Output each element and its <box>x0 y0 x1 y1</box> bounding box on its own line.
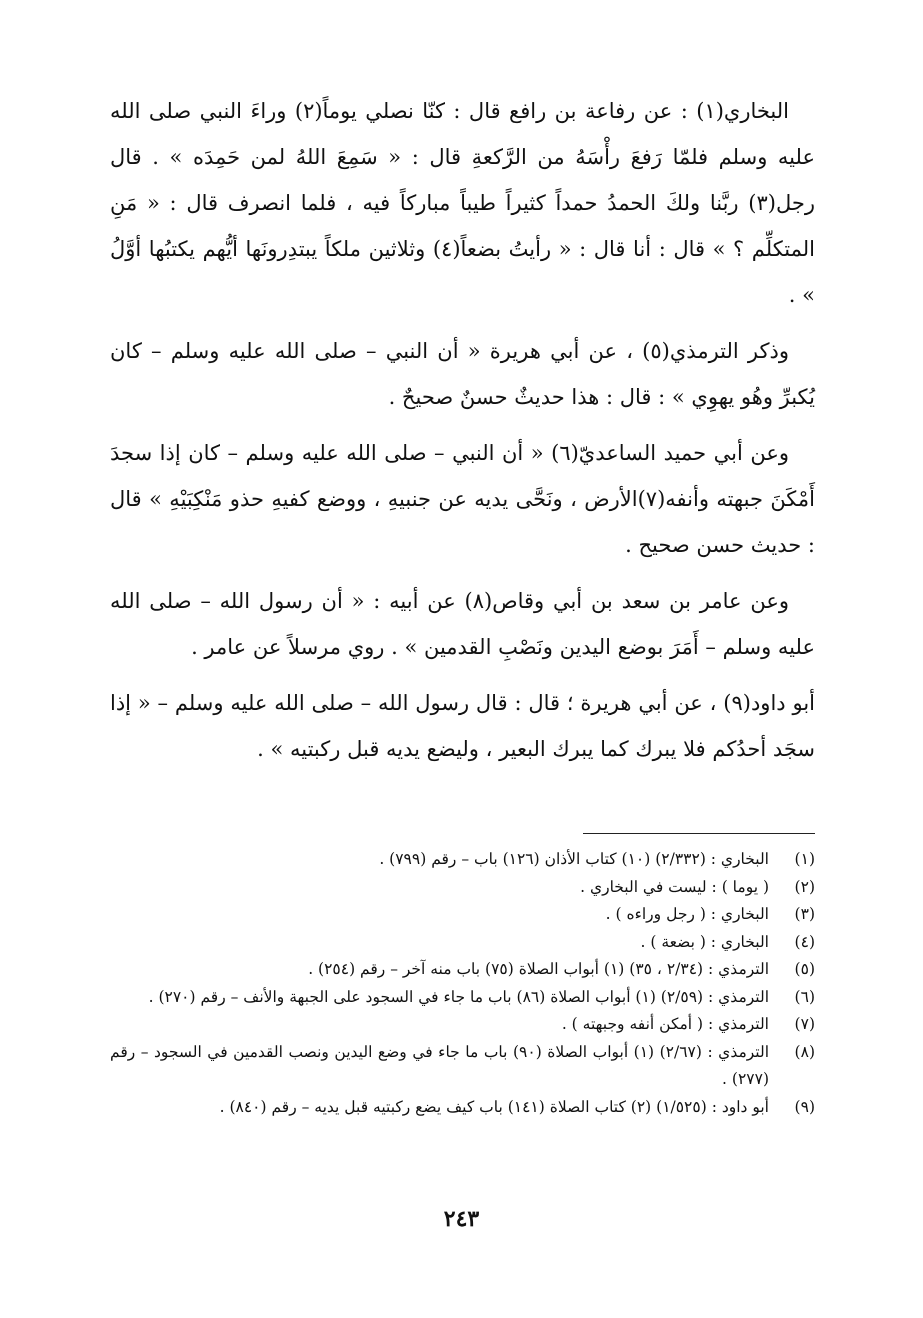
footnote-item <box>110 1011 815 1039</box>
footnote-text: البخاري : (٢/٣٣٢) (١٠) كتاب الأذان (١٢٦) باب – رقم (٧٩٩) . <box>379 850 769 868</box>
footnote-text: البخاري : ( بضعة ) . <box>640 932 769 951</box>
paragraph-abu-humaid: وعن أبي حميد الساعديّ(٦) « أن النبي – صلى الله عليه وسلم – كان إذا سجدَ أَمْكَنَ جبهته وأنفه(٧)الأرض ، ونَحَّى يديه عن جنبيهِ ، ووضع كفيهِ حذو مَنْكِبَيْهِ » قال : حديث حسن صحيح . <box>110 441 815 557</box>
paragraph-amir-bin-saad: وعن عامر بن سعد بن أبي وقاص(٨) عن أبيه : « أن رسول الله – صلى الله عليه وسلم – أَمَرَ بوضع اليدين ونَصْبِ القدمين » . روي مرسلاً عن عامر . <box>110 589 815 659</box>
footnote-number: (٩) <box>794 1097 815 1116</box>
footnote-item <box>110 956 815 984</box>
footnote-item <box>110 846 815 874</box>
footnote-number: (٢) <box>794 877 815 896</box>
footnote-text: الترمذي : (٢/٣٤ ، ٣٥) (١) أبواب الصلاة (٧٥) باب منه آخر – رقم (٢٥٤) . <box>308 960 769 978</box>
footnote-item <box>110 1039 815 1094</box>
footnote-item <box>110 1094 815 1122</box>
footnote-text: الترمذي : ( أمكن أنفه وجبهته ) . <box>561 1015 769 1033</box>
footnote-text: الترمذي : (٢/٥٩) (١) أبواب الصلاة (٨٦) باب ما جاء في السجود على الجبهة والأنف – رقم (٢٧٠) . <box>148 987 769 1006</box>
footnote-number: (٧) <box>794 1015 815 1033</box>
footnote-item <box>110 901 815 929</box>
footnote-text: البخاري : ( رجل وراءه ) . <box>605 905 769 923</box>
footnote-number: (٣) <box>794 905 815 923</box>
footnote-number: (٤) <box>794 932 815 951</box>
footnote-item <box>110 929 815 957</box>
page-number: ٢٤٣ <box>443 1206 480 1232</box>
main-text <box>110 88 815 782</box>
footnote-item <box>110 874 815 902</box>
footnote-number: (٥) <box>794 960 815 978</box>
paragraph-abu-dawud: أبو داود(٩) ، عن أبي هريرة ؛ قال : قال رسول الله – صلى الله عليه وسلم – « إذا سجَد أحدُكم فلا يبرك كما يبرك البعير ، وليضع يديه قبل ركبتيه » . <box>110 691 815 761</box>
footnote-number: (٨) <box>794 1042 815 1061</box>
footnote-text: ( يوما ) : ليست في البخاري . <box>580 877 769 896</box>
footnote-text: الترمذي : (٢/٦٧) (١) أبواب الصلاة (٩٠) باب ما جاء في وضع اليدين ونصب القدمين في السجود – رقم (٢٧٧) . <box>110 1042 770 1088</box>
footnote-item <box>110 984 815 1012</box>
footnote-text: أبو داود : (١/٥٢٥) (٢) كتاب الصلاة (١٤١) باب كيف يضع ركبتيه قبل يديه – رقم (٨٤٠) . <box>219 1097 769 1116</box>
footnote-number: (٦) <box>794 987 815 1006</box>
footnote-number: (١) <box>794 850 815 868</box>
paragraph-bukhari: البخاري(١) : عن رفاعة بن رافع قال : كنّا نصلي يوماً(٢) وراءَ النبي صلى الله عليه وسلم فلمّا رَفعَ رأْسَهُ من الرَّكعةِ قال : « سَمِعَ اللهُ لمن حَمِدَه » . قال رجل(٣) ربَّنا ولكَ الحمدُ حمداً كثيراً طيباً مباركاً فيه ، فلما انصرف قال : « مَنِ المتكلِّم ؟ » قال : أنا قال : « رأيتُ بضعاً(٤) وثلاثين ملكاً يبتدِرونَها أيُّهم يكتبُها أوَّلُ » . <box>110 99 815 307</box>
footnote-divider <box>583 833 815 834</box>
paragraph-tirmidhi-takbir: وذكر الترمذي(٥) ، عن أبي هريرة « أن النبي – صلى الله عليه وسلم – كان يُكبرِّ وهُو يهوِي » : قال : هذا حديثٌ حسنٌ صحيحٌ . <box>110 339 815 409</box>
footnotes-list <box>110 846 815 1121</box>
